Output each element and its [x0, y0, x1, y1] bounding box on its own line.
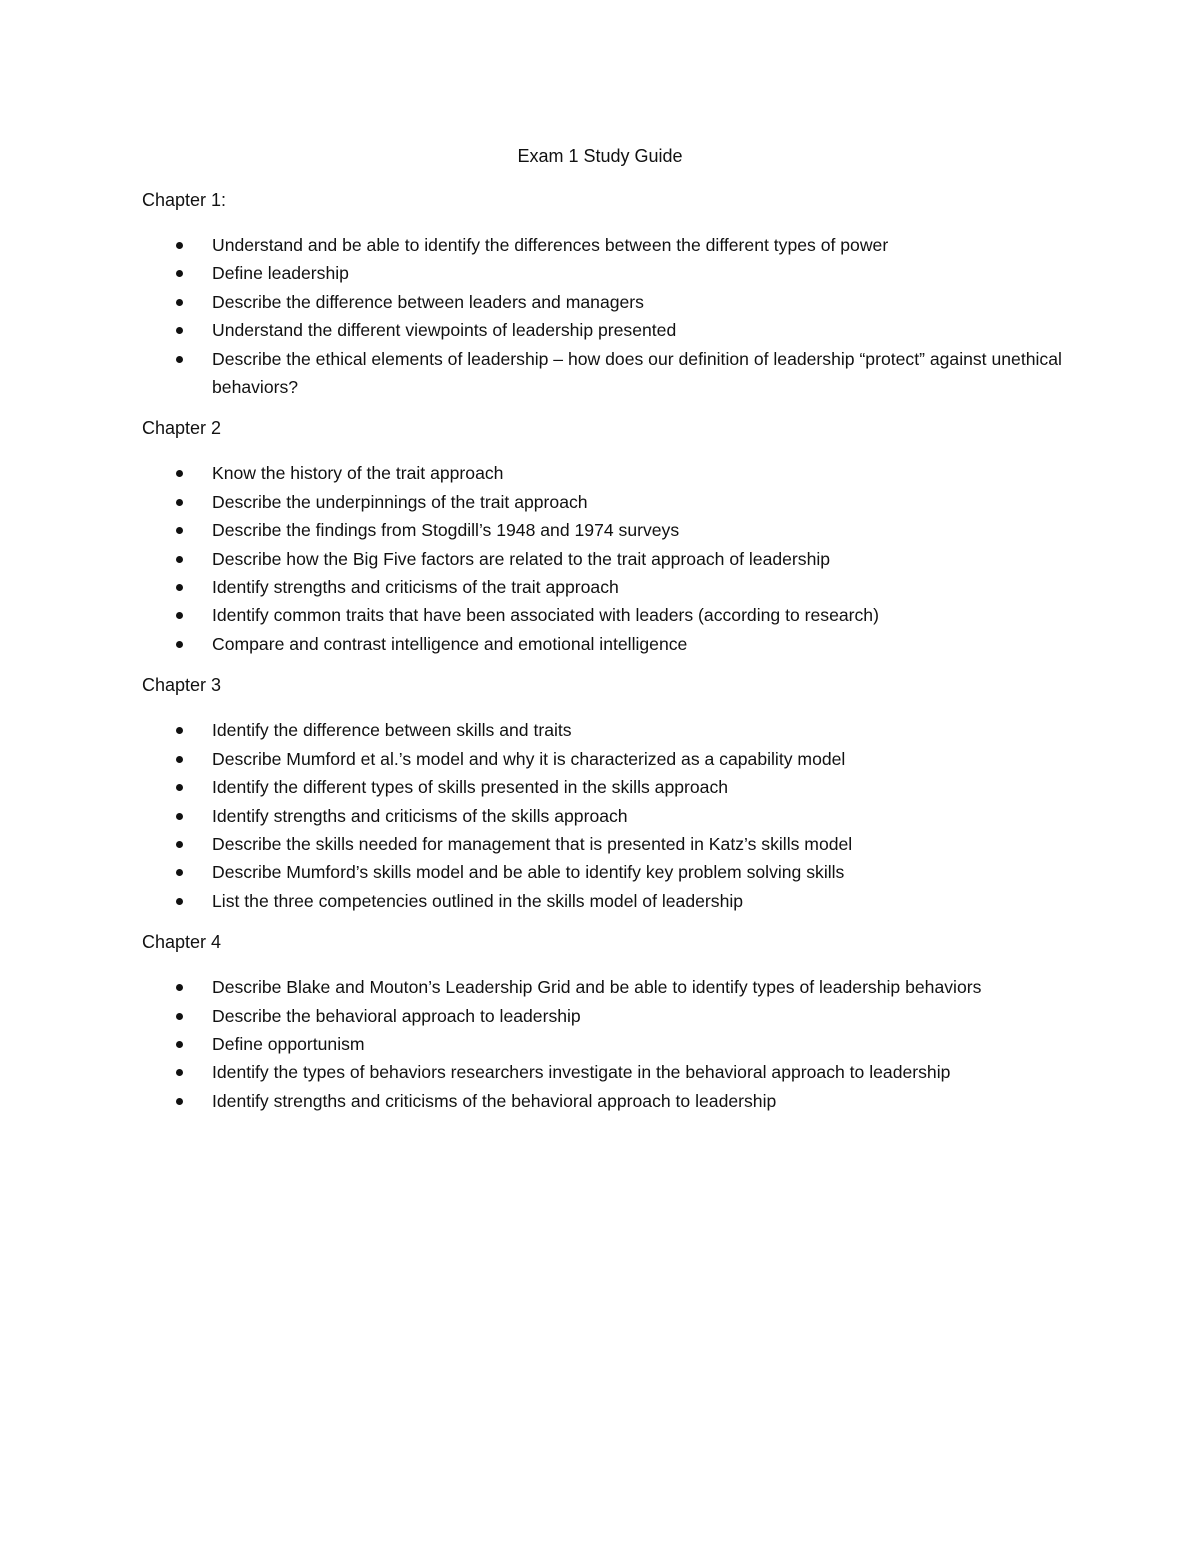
bullet-list — [142, 231, 1062, 401]
list-item — [142, 802, 1062, 830]
bullet-icon — [176, 813, 183, 820]
list-item-text: Compare and contrast intelligence and emotional intelligence — [212, 633, 688, 654]
list-item — [142, 1030, 1062, 1058]
list-item — [142, 858, 1062, 886]
chapter-heading: Chapter 1: — [142, 190, 227, 210]
bullet-icon — [176, 641, 183, 648]
bullet-icon — [176, 242, 183, 249]
list-item — [142, 601, 1062, 629]
chapter-heading: Chapter 2 — [142, 418, 222, 439]
list-item — [142, 716, 1062, 744]
list-item — [142, 516, 1062, 544]
list-item — [142, 630, 1062, 658]
bullet-icon — [176, 270, 183, 277]
bullet-icon — [176, 898, 183, 905]
list-item — [142, 1002, 1062, 1030]
bullet-icon — [176, 727, 183, 734]
bullet-list — [142, 716, 1062, 915]
bullet-icon — [176, 756, 183, 763]
list-item-text: Know the history of the trait approach — [212, 463, 504, 484]
bullet-list — [142, 459, 1062, 658]
chapter-section — [142, 188, 1062, 401]
list-item — [142, 488, 1062, 516]
list-item-text: Describe the ethical elements of leadership – how does our definition of leadership “protect” against unethical behaviors? — [212, 348, 1062, 398]
list-item — [142, 1058, 1062, 1086]
bullet-icon — [176, 841, 183, 848]
list-item — [142, 231, 1062, 259]
list-item-text: Identify strengths and criticisms of the behavioral approach to leadership — [212, 1090, 777, 1111]
list-item-text: Understand the different viewpoints of leadership presented — [212, 320, 677, 341]
bullet-icon — [176, 499, 183, 506]
bullet-icon — [176, 1069, 183, 1076]
list-item-text: Describe the underpinnings of the trait approach — [212, 491, 588, 512]
bullet-icon — [176, 327, 183, 334]
document-body — [142, 188, 1062, 1130]
list-item-text: Describe Blake and Mouton’s Leadership Grid and be able to identify types of leadership behaviors — [212, 977, 982, 998]
list-item — [142, 1087, 1062, 1115]
list-item — [142, 973, 1062, 1001]
list-item — [142, 545, 1062, 573]
list-item-text: Describe how the Big Five factors are related to the trait approach of leadership — [212, 548, 831, 569]
bullet-icon — [176, 299, 183, 306]
list-item-text: Identify strengths and criticisms of the skills approach — [212, 805, 628, 826]
bullet-icon — [176, 470, 183, 477]
list-item — [142, 830, 1062, 858]
list-item-text: Identify the different types of skills presented in the skills approach — [212, 777, 729, 798]
bullet-icon — [176, 584, 183, 591]
bullet-list — [142, 973, 1062, 1115]
list-item — [142, 316, 1062, 344]
list-item — [142, 345, 1062, 402]
chapter-heading: Chapter 3 — [142, 675, 222, 696]
bullet-icon — [176, 784, 183, 791]
list-item-text: Identify strengths and criticisms of the trait approach — [212, 577, 619, 598]
list-item-text: Describe the behavioral approach to leadership — [212, 1005, 581, 1026]
bullet-icon — [176, 556, 183, 563]
list-item-text: Identify the difference between skills and traits — [212, 720, 572, 741]
list-item-text: Identify the types of behaviors researchers investigate in the behavioral approach to leadership — [212, 1062, 951, 1083]
bullet-icon — [176, 984, 183, 991]
bullet-icon — [176, 1041, 183, 1048]
list-item — [142, 773, 1062, 801]
list-item-text: Describe Mumford et al.’s model and why it is characterized as a capability model — [212, 748, 846, 769]
chapter-section — [142, 416, 1062, 658]
list-item — [142, 573, 1062, 601]
bullet-icon — [176, 1013, 183, 1020]
list-item-text: Identify common traits that have been associated with leaders (according to research) — [212, 605, 879, 626]
list-item-text: Define leadership — [212, 263, 349, 284]
bullet-icon — [176, 356, 183, 363]
list-item-text: Describe Mumford’s skills model and be able to identify key problem solving skills — [212, 862, 845, 883]
list-item — [142, 288, 1062, 316]
list-item — [142, 259, 1062, 287]
list-item — [142, 745, 1062, 773]
chapter-section — [142, 673, 1062, 915]
list-item-text: Understand and be able to identify the differences between the different types of power — [212, 235, 889, 255]
chapter-heading: Chapter 4 — [142, 932, 222, 953]
document-title: Exam 1 Study Guide — [517, 146, 683, 166]
list-item-text: Describe the skills needed for management that is presented in Katz’s skills model — [212, 833, 853, 854]
list-item-text: Describe the difference between leaders and managers — [212, 291, 644, 312]
bullet-icon — [176, 869, 183, 876]
bullet-icon — [176, 1098, 183, 1105]
list-item — [142, 887, 1062, 915]
list-item — [142, 459, 1062, 487]
bullet-icon — [176, 612, 183, 619]
bullet-icon — [176, 527, 183, 534]
list-item-text: List the three competencies outlined in the skills model of leadership — [212, 890, 744, 911]
chapter-section — [142, 930, 1062, 1115]
list-item-text: Describe the findings from Stogdill’s 1948 and 1974 surveys — [212, 520, 680, 541]
list-item-text: Define opportunism — [212, 1033, 365, 1054]
